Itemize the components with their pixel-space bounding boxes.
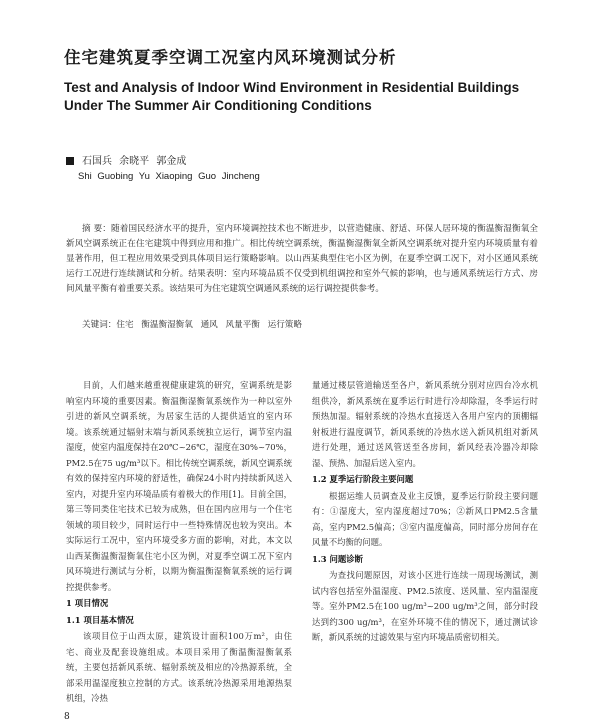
section-1-1-paragraph: 该项目位于山西太原，建筑设计面积100万m²，由住宅、商业及配套设施组成。本项目采用了衡温衡湿衡氧系统，主要包括新风系统、辐射系统及相应的冷热源系统，全部采用温湿度独立控制的方式。该系统冷热源采用地源热泵机组，冷热 [66,631,292,703]
section-heading-1-1: 1.1 项目基本情况 [66,614,134,625]
body-column-right [312,378,538,646]
authors-cn: 石国兵 余晓平 郭金成 [82,156,187,167]
authors-cn-line [66,152,186,167]
intro-paragraph: 目前，人们越来越重视健康建筑的研究，室调系统是影响室内环境的重要因素。衡温衡湿衡氧系统作为一种以室外引进的新风空调系统，为居家生活的人提供适宜的室内环境。该系统通过辐射末端与新风系统独立运行，调节室内温湿度，使室内温度保持在20℃~26℃，湿度在30%~70%，PM2.5在75 ug/m³以下。相比传统空调系统，新风空调系统有效的保持室内环境的舒适性，确保24小时内持续新风送入室内，对提升室内环境品质有着极大的作用[1]。目前全国，第三等同类住宅技术已较为成熟，但在国内应用与一个住宅领域的项目较少，同时运行中一些特殊情况也较为突出。本实际运行工况中，室内环境受多方面的影响，对此，本文以山西某衡温衡湿衡氧住宅小区为例，对夏季空调工况下室内风环境进行测试与分析，以期为衡温衡湿衡氧系统的运行调控提供参考。 [66,380,292,592]
section-1-3-paragraph: 为查找问题原因，对该小区进行连续一周现场测试，测试内容包括室外温湿度、PM2.5浓度、送风量、室内温湿度等。室外PM2.5在100 ug/m³~200 ug/m³之间，部分时段达到约300 ug/m³，在室外环境不佳的情况下，通过测试诊断，新风系统的过滤效果与室内环境品质密切相关。 [312,570,538,642]
section-heading-1-3: 1.3 问题诊断 [312,553,363,564]
paper-title-en: Test and Analysis of Indoor Wind Environment in Residential Buildings Under The Summer Air Conditioning Conditions [64,80,520,113]
section-heading-1: 1 项目情况 [66,598,109,608]
authors-en: Shi Guobing Yu Xiaoping Guo Jincheng [78,171,260,182]
section-1-2-paragraph: 根据运维人员调查及业主反馈，夏季运行阶段主要问题有：①湿度大，室内湿度超过70%；②新风口PM2.5含量高，室内PM2.5偏高；③室内温度偏高，同时部分房间存在风量不均衡的问题。 [312,490,538,547]
square-bullet-icon [66,157,74,165]
body-column-left [66,378,292,707]
paper-title-cn: 住宅建筑夏季空调工况室内风环境测试分析 [64,48,397,67]
abstract: 摘 要：随着国民经济水平的提升，室内环境调控技术也不断进步，以营造健康、舒适、环保人居环境的衡温衡湿衡氧全新风空调系统正在住宅建筑中得到应用和推广。相比传统空调系统，衡温衡湿衡氧全新风空调系统对提升室内环境质量有着显著作用，但工程应用效果受到具体项目运行策略影响。以山西某典型住宅小区为例，在夏季空调工况下，对小区通风系统运行工况进行连续测试和分析。结果表明：室内环境品质不仅受到机组调控和室外气候的影响，也与通风系统运行方式、房间风量平衡有着重要关系。该结果可为住宅建筑空调通风系统的运行调控提供参考。 [66,224,538,294]
section-1-1-continued: 量通过楼层管道输送至各户，新风系统分别对应四台冷水机组供冷，新风系统在夏季运行时进行冷却除湿，冬季运行时预热加湿。辐射系统的冷热水直接送入各用户室内的顶棚辐射板进行温度调节，新风系统的冷热水送入新风机组对新风进行处理，通过送风管送至各房间，新风经表冷器冷却除湿、预热、加湿后送入室内。 [312,380,538,468]
section-heading-1-2: 1.2 夏季运行阶段主要问题 [312,474,414,484]
keywords: 关键词：住宅 衡温衡湿衡氧 通风 风量平衡 运行策略 [82,320,302,330]
page-number: 8 [64,712,70,722]
